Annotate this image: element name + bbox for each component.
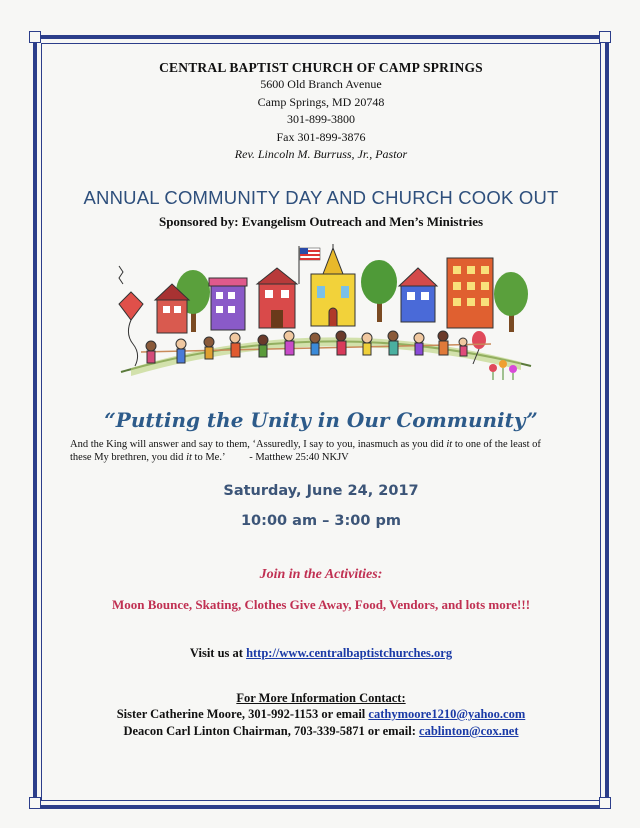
verse-italic: it bbox=[186, 452, 192, 463]
border-corner bbox=[599, 797, 611, 809]
flyer-content bbox=[60, 58, 582, 740]
scripture-verse bbox=[70, 438, 580, 464]
event-sponsor: Sponsored by: Evangelism Outreach and Men’s Ministries bbox=[158, 214, 484, 229]
contact-line-moore bbox=[60, 706, 582, 723]
church-fax: Fax 301-899-3876 bbox=[276, 129, 366, 144]
church-pastor: Rev. Lincoln M. Burruss, Jr., Pastor bbox=[234, 147, 408, 161]
activities-heading: Join in the Activities: bbox=[259, 567, 383, 582]
verse-italic: it bbox=[446, 439, 453, 450]
house-icon bbox=[399, 268, 437, 322]
activities-list: Moon Bounce, Skating, Clothes Give Away, Food, Vendors, and lots more!!! bbox=[111, 597, 531, 612]
theme-quote: “Putting the Unity in Our Community” bbox=[104, 408, 538, 432]
tree-icon bbox=[361, 260, 397, 322]
church-phone: 301-899-3800 bbox=[287, 112, 355, 126]
website-link[interactable]: http://www.centralbaptistchurches.org bbox=[246, 646, 453, 660]
verse-reference: - Matthew 25:40 NKJV bbox=[249, 452, 349, 463]
church-name: CENTRAL BAPTIST CHURCH OF CAMP SPRINGS bbox=[159, 60, 483, 75]
verse-text: to one of the least of bbox=[454, 439, 541, 450]
contact-text: Sister Catherine Moore, 301-992-1153 or email bbox=[116, 707, 366, 721]
border-corner bbox=[29, 31, 41, 43]
contact-heading: For More Information Contact: bbox=[236, 691, 406, 705]
tree-icon bbox=[494, 272, 528, 332]
building-icon bbox=[447, 258, 493, 328]
border-corner bbox=[599, 31, 611, 43]
visit-line bbox=[60, 646, 582, 661]
church-street: 5600 Old Branch Avenue bbox=[260, 77, 382, 91]
verse-text: And the King will answer and say to them, ‘Assuredly, I say to you, inasmuch as you did bbox=[70, 439, 444, 450]
community-illustration bbox=[101, 244, 541, 394]
visit-label: Visit us at bbox=[189, 646, 243, 660]
kite-icon bbox=[119, 266, 143, 366]
contact-text: Deacon Carl Linton Chairman, 703-339-5871 or email: bbox=[123, 724, 416, 738]
event-time: 10:00 am – 3:00 pm bbox=[240, 513, 402, 529]
email-link-moore[interactable]: cathymoore1210@yahoo.com bbox=[368, 707, 526, 721]
email-link-linton[interactable]: cablinton@cox.net bbox=[419, 724, 519, 738]
verse-text: these My brethren, you did bbox=[70, 452, 184, 463]
verse-text: to Me.’ bbox=[194, 452, 225, 463]
border-corner bbox=[29, 797, 41, 809]
house-icon bbox=[209, 278, 247, 330]
contact-line-linton bbox=[60, 723, 582, 740]
event-date: Saturday, June 24, 2017 bbox=[223, 483, 419, 499]
house-icon bbox=[257, 268, 297, 328]
church-city: Camp Springs, MD 20748 bbox=[257, 94, 385, 109]
event-title: ANNUAL COMMUNITY DAY AND CHURCH COOK OUT bbox=[83, 187, 559, 208]
